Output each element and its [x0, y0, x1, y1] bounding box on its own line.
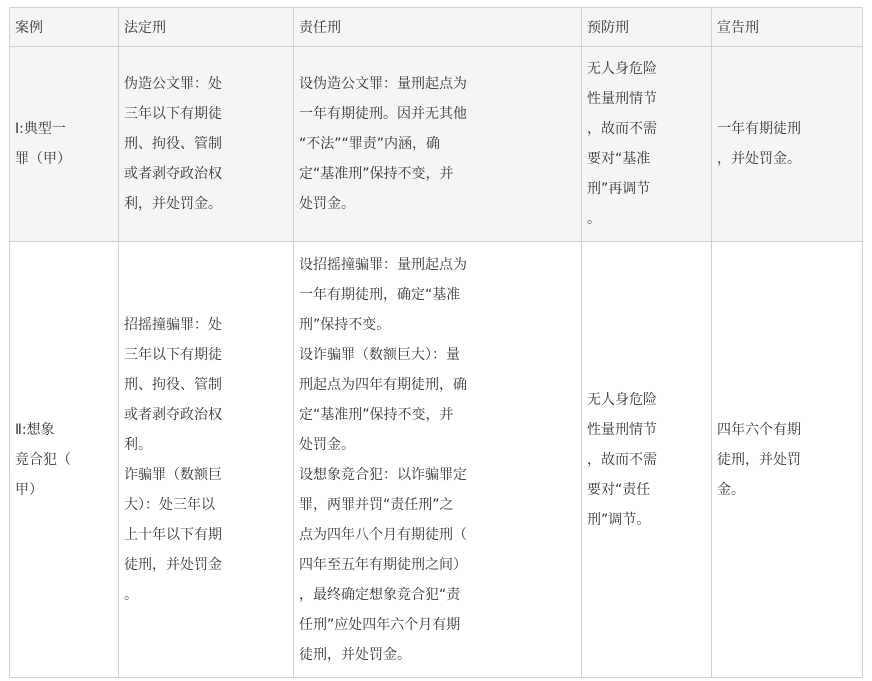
cell-line: 一年有期徒刑 — [717, 121, 801, 137]
cell-line: 诈骗罪（数额巨 — [124, 466, 222, 483]
cell-line: 任刑”应处四年六个月有期 — [299, 616, 461, 633]
cell-case — [10, 47, 119, 242]
cell-line: ，最终确定想象竞合犯“责 — [299, 586, 461, 603]
header-prevention-penalty: 预防刑 — [582, 8, 712, 47]
cell-line: 要对“责任 — [587, 481, 651, 498]
cell-line: Ⅰ:典型一 — [15, 121, 66, 137]
header-declared-penalty: 宣告刑 — [712, 8, 863, 47]
cell-line: 三年以下有期徒 — [124, 106, 222, 122]
cell-line: 徒刑，并处罚 — [717, 451, 801, 468]
cell-line: ，故而不需 — [587, 121, 657, 137]
cell-line: 刑”保持不变。 — [299, 316, 391, 333]
header-statutory-penalty: 法定刑 — [119, 8, 294, 47]
cell-line: 利，并处罚金。 — [124, 196, 222, 212]
cell-line: 。 — [124, 586, 138, 603]
cell-prevention — [582, 242, 712, 678]
header-row — [10, 8, 863, 47]
cell-line: 无人身危险 — [587, 391, 657, 408]
cell-line: 要对“基准 — [587, 151, 651, 167]
cell-responsibility — [294, 242, 582, 678]
sentencing-table — [9, 7, 863, 678]
cell-line: 罪，两罪并罚“责任刑”之 — [299, 496, 454, 513]
header-case: 案例 — [10, 8, 119, 47]
cell-line: 或者剥夺政治权 — [124, 406, 222, 423]
cell-line: Ⅱ:想象 — [15, 421, 55, 438]
cell-line: 四年六个有期 — [717, 421, 801, 438]
cell-line: 竞合犯（ — [15, 451, 71, 468]
cell-line: 刑”再调节 — [587, 181, 651, 197]
cell-line: 刑、拘役、管制 — [124, 136, 222, 152]
cell-line: ，故而不需 — [587, 451, 657, 468]
cell-line: 无人身危险 — [587, 61, 657, 77]
cell-line: 或者剥夺政治权 — [124, 166, 222, 182]
cell-line: 伪造公文罪：处 — [124, 76, 222, 92]
cell-line: 招摇撞骗罪：处 — [124, 316, 222, 333]
cell-line: 定“基准刑”保持不变，并 — [299, 406, 454, 423]
cell-line: 设想象竞合犯：以诈骗罪定 — [299, 466, 467, 483]
cell-declared — [712, 47, 863, 242]
table-row — [10, 242, 863, 678]
cell-line: 一年有期徒刑。因并无其他 — [299, 106, 467, 122]
cell-line: 罪（甲） — [15, 151, 71, 167]
cell-line: 徒刑，并处罚金。 — [299, 646, 411, 663]
cell-line: 设诈骗罪（数额巨大）：量 — [299, 346, 460, 363]
cell-case — [10, 242, 119, 678]
cell-line: 刑”调节。 — [587, 511, 651, 528]
cell-line: 金。 — [717, 481, 745, 498]
cell-line: 三年以下有期徒 — [124, 346, 222, 363]
cell-line: ，并处罚金。 — [717, 151, 801, 167]
cell-line: 甲） — [15, 481, 43, 498]
cell-line: 设招摇撞骗罪：量刑起点为 — [299, 256, 467, 273]
cell-line: 性量刑情节 — [587, 91, 657, 107]
cell-declared — [712, 242, 863, 678]
cell-line: 利。 — [124, 436, 152, 453]
cell-line: 。 — [587, 211, 601, 227]
cell-line: 刑起点为四年有期徒刑，确 — [299, 376, 467, 393]
cell-line: 上十年以下有期 — [124, 526, 222, 543]
cell-prevention — [582, 47, 712, 242]
cell-line: 大）：处三年以 — [124, 496, 215, 513]
cell-line: 一年有期徒刑，确定“基准 — [299, 286, 461, 303]
cell-line: 点为四年八个月有期徒刑（ — [299, 526, 467, 543]
cell-statutory — [119, 242, 294, 678]
cell-line: 刑、拘役、管制 — [124, 376, 222, 393]
cell-responsibility — [294, 47, 582, 242]
cell-statutory — [119, 47, 294, 242]
cell-line: 定“基准刑”保持不变，并 — [299, 166, 454, 182]
cell-line: 处罚金。 — [299, 196, 355, 212]
cell-line: “不法”“罪责”内涵，确 — [299, 136, 441, 152]
cell-line: 处罚金。 — [299, 436, 355, 453]
cell-line: 设伪造公文罪：量刑起点为 — [299, 76, 467, 92]
cell-line: 四年至五年有期徒刑之间） — [299, 556, 467, 573]
cell-line: 性量刑情节 — [587, 421, 657, 438]
header-responsibility-penalty: 责任刑 — [294, 8, 582, 47]
cell-line: 徒刑，并处罚金 — [124, 556, 222, 573]
table-row — [10, 47, 863, 242]
